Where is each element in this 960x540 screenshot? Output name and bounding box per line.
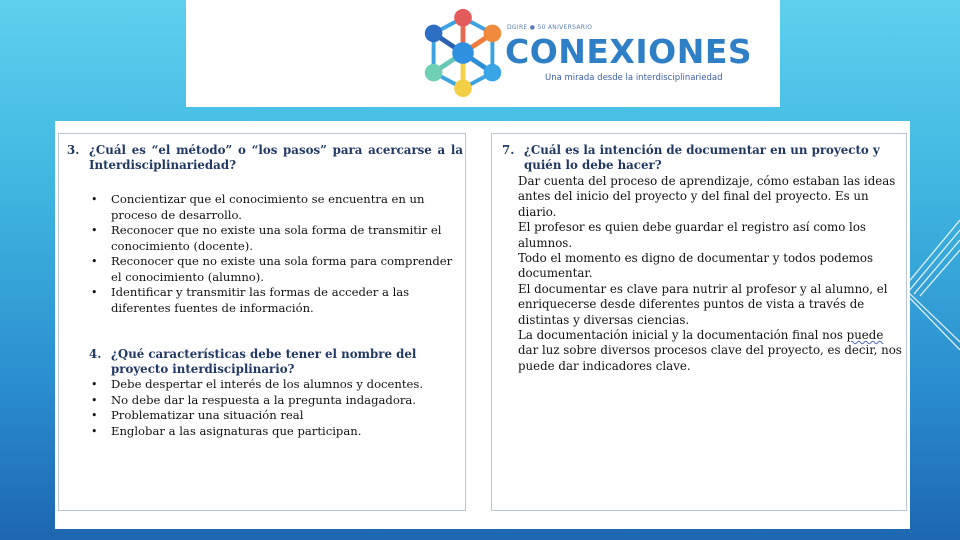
question-3-list [87,192,457,316]
question-3-number: 3. [67,143,80,157]
left-answer-box [58,133,466,511]
banner-subtitle: Una mirada desde la interdisciplinariedad [545,73,723,83]
list-item: • Identificar y transmitir las formas de acceder a las diferentes fuentes de información. [91,285,410,315]
list-item: • Reconocer que no existe una sola forma de transmitir el conocimiento (docente). [91,223,442,253]
banner-title: CONEXIONES [505,32,753,71]
content-panel [55,121,910,529]
spellcheck-marked-word: puede [846,328,884,343]
banner-anniversary-text: DGIRE ● 50 ANIVERSARIO [507,24,593,31]
question-4-list [87,377,457,439]
question-7-number: 7. [502,143,515,157]
question-3-title: ¿Cuál es “el método” o “los pasos” para acercarse a la Interdisciplinariedad? [89,143,463,172]
question-4-number: 4. [89,347,102,361]
question-7-heading [502,143,894,173]
list-item: • Concientizar que el conocimiento se encuentra en un proceso de desarrollo. [91,192,425,222]
list-item: • Reconocer que no existe una sola forma para comprender el conocimiento (alumno). [91,254,453,284]
question-7-title: ¿Cuál es la intención de documentar en un proyecto y quién lo debe hacer? [524,143,880,172]
answer-paragraph: Todo el momento es digno de documentar y todos podemos documentar. [518,251,874,281]
list-item: • No debe dar la respuesta a la pregunta indagadora. [91,392,416,407]
right-answer-box [491,133,907,511]
list-item: • Englobar a las asignaturas que participan. [91,423,362,438]
answer-paragraph: Dar cuenta del proceso de aprendizaje, cómo estaban las ideas antes del inicio del proyecto y del final del proyecto. Es un diario. [518,174,896,219]
question-4-title: ¿Qué características debe tener el nombre del proyecto interdisciplinario? [111,347,417,376]
list-item: • Problematizar una situación real [91,408,304,422]
question-7-answer [518,174,902,374]
answer-paragraph: El documentar es clave para nutrir al profesor y al alumno, el enriquecerse desde diferentes puntos de vista a través de distintas y diversas ciencias. [518,281,888,327]
question-4-heading [89,347,459,377]
list-item: • Debe despertar el interés de los alumnos y docentes. [91,377,424,391]
header-banner: DGIRE ● 50 ANIVERSARIO CONEXIONES Una mirada desde la interdisciplinariedad 5 DGIRE SI UNAM [186,0,780,107]
question-3-heading [67,143,463,173]
answer-paragraph: El profesor es quien debe guardar el registro así como los alumnos. [518,220,866,250]
conexiones-logo-icon [414,4,512,102]
answer-paragraph: La documentación inicial y la documentación final nos puede dar luz sobre diversos procesos clave del proyecto, es decir, nos puede dar indicadores clave. [518,328,902,373]
